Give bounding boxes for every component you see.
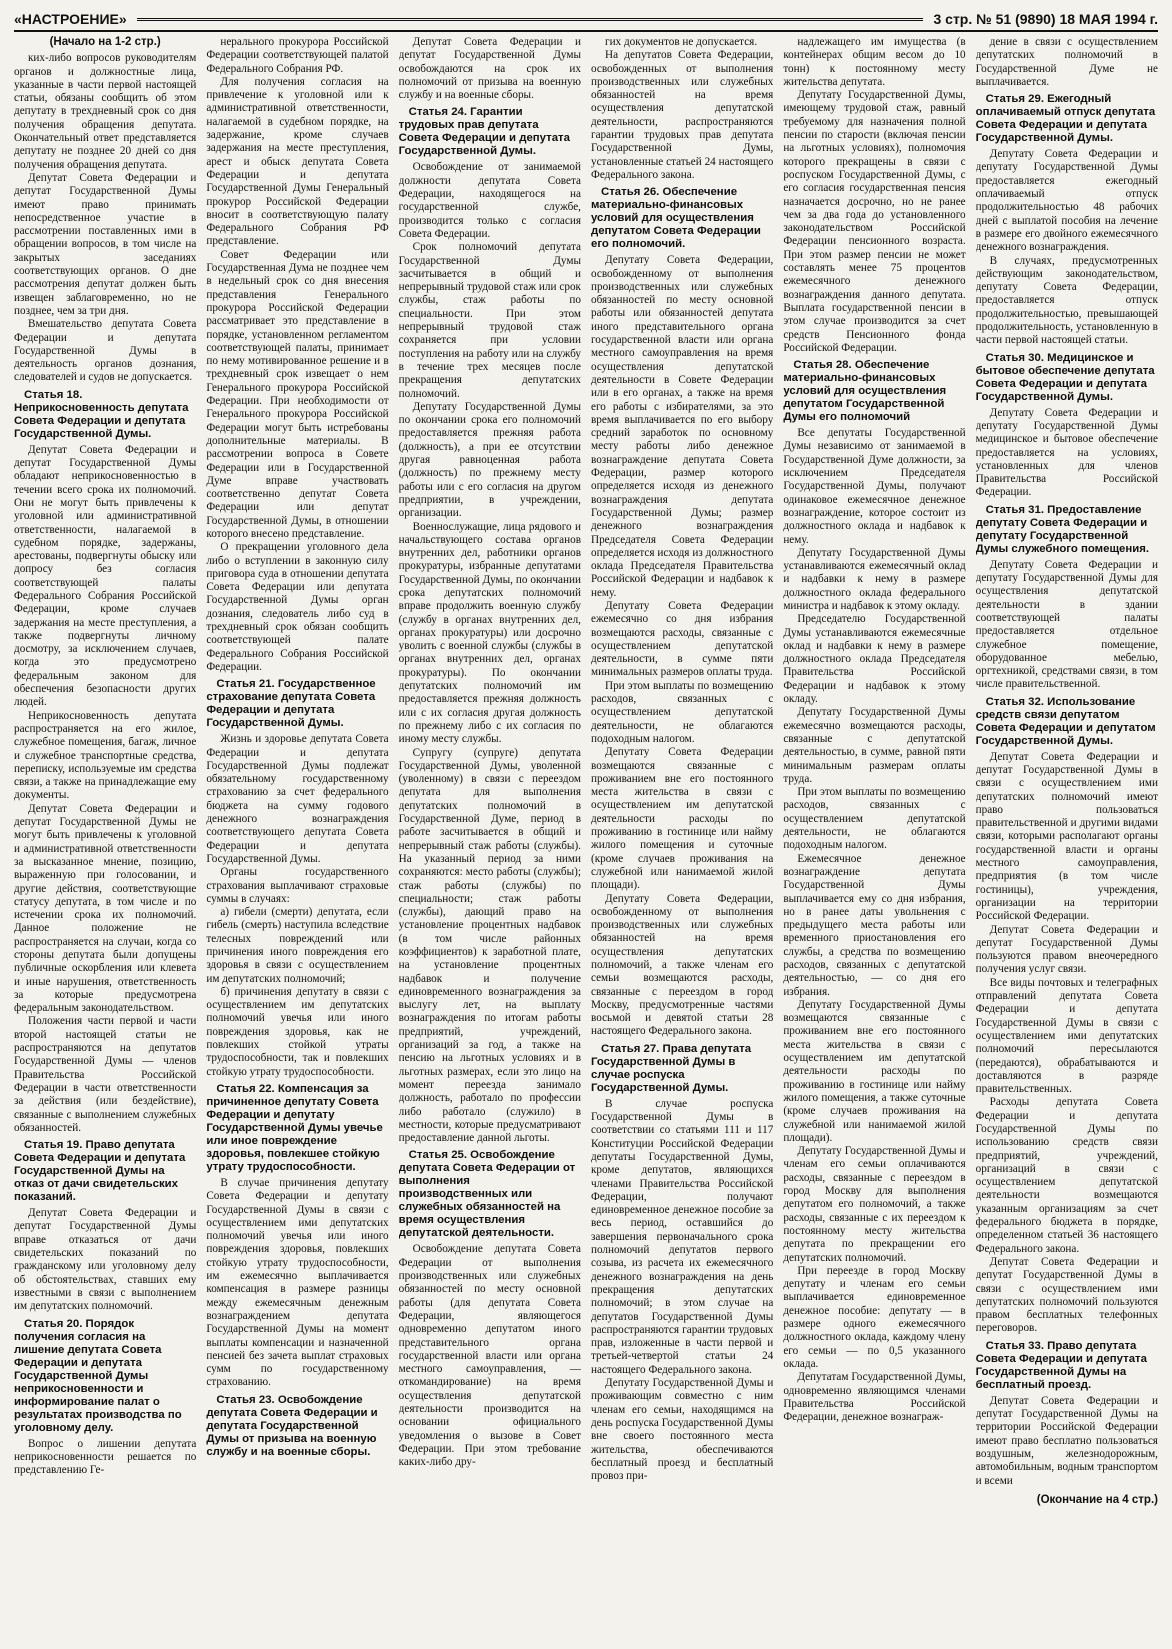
article-heading: Статья 18. Неприкосновенность депутата Совета Федерации и депутата Государственной Думы.	[14, 388, 189, 440]
paragraph: Ежемесячное денежное вознаграждение депутата Государственной Думы выплачивается ему со дня избрания, но в ранее даты увольнения с предыдущего места работы или временного приостановления его службы, а средства по возмещению расходов, связанных с депутатской деятельностью, — со дня его избрания.	[783, 852, 966, 998]
paragraph: Депутату Государственной Думы возмещаются связанные с проживанием вне его постоянного места жительства в связи с осуществлением им депутатской деятельности расходы по проживанию в гостинице или найму жилого помещения, а также суточные (кроме случаев проживания на служебной или нанимаемой жилой площади).	[783, 998, 966, 1144]
paragraph: Депутат Совета Федерации и депутат Государственной Думы в связи с осуществлением ими депутатских полномочий имеют право пользоваться правительственной и другими видами связи, которыми располагают органы государственной власти и органы местного самоуправления, предприятия (в том числе гостиницы), учреждения, организации на территории Российской Федерации.	[975, 750, 1158, 923]
paragraph: Депутату Совета Федерации, освобожденному от выполнения производственных или служебных обязанностей на время осуществления депутатских полномочий, а также членам его семьи возмещаются расходы, связанные с переездом в город Москву, предусмотренные частями восьмой и девятой статьи 28 настоящего Федерального закона.	[590, 892, 774, 1038]
paragraph: Освобождение от занимаемой должности депутата Совета Федерации, находящегося на государственной службе, производится только с согласия Совета Федерации.	[398, 161, 581, 240]
paragraph: а) гибели (смерти) депутата, если гибель (смерть) наступила вследствие телесных повреждений или причинения иного повреждения его здоровья в связи с осуществлением им депутатских полномочий;	[206, 906, 389, 985]
paragraph: надлежащего им имущества (в контейнерах общим весом до 10 тонн) к постоянному месту жительства депутата.	[783, 36, 966, 88]
paragraph: Неприкосновенность депутата распространяется на его жилое, служебное помещения, багаж, личное и служебное транспортные средства, переписку, используемые им средства связи, а также на принадлежащие ему документы.	[14, 709, 197, 802]
paragraph: Депутату Совета Федерации ежемесячно со дня избрания возмещаются расходы, связанные с осуществлением депутатской деятельности, в сумме пяти минимальных размеров оплаты труда.	[590, 599, 774, 679]
paragraph: нерального прокурора Российской Федерации соответствующей палатой Федерального Собрания РФ.	[206, 36, 389, 75]
article-heading: Статья 19. Право депутата Совета Федерации и депутата Государственной Думы на отказ от дачи свидетельских показаний.	[14, 1139, 186, 1204]
paragraph: Супругу (супруге) депутата Государственной Думы, уволенной (уволенному) в связи с переездом депутата для выполнения депутатских полномочий в Государственной Думе, период в работе засчитывается в общий и непрерывный стаж работы (службы). На указанный период за ними сохраняются: место работы (службы); стаж работы (службы) по специальности; стаж работы (службы), дающий право на установление процентных надбавок (в том числе районных коэффициентов) к заработной плате, на установление процентных надбавок и получение единовременного вознаграждения за выслугу лет, на выплату вознаграждения по итогам работы предприятий, учреждений, организаций за год, а также на пенсию на льготных условиях и в льготных размерах, если это лицо на момент переезда занимало должность, работало по профессии либо работало (служило) в местности, которые предусматривают предоставление данной льготы.	[398, 746, 581, 1145]
paragraph: Председателю Государственной Думы устанавливаются ежемесячные оклад и надбавки к нему в размере должностного оклада Председателя Правительства Российской Федерации и надбавок к этому окладу.	[783, 613, 966, 706]
paragraph: Депутату Государственной Думы и проживающим совместно с ним членам его семьи, находящимся на день роспуска Государственной Думы вне своего постоянного места жительства, обеспечиваются бесплатный проезд и бесплатный провоз при-	[590, 1377, 774, 1483]
paragraph: При этом выплаты по возмещению расходов, связанных с осуществлением депутатской деятельности, не облагаются подоходным налогом.	[783, 786, 966, 852]
continuation-note: (Начало на 1-2 стр.)	[49, 36, 161, 48]
column-3	[399, 36, 581, 1636]
paragraph: В случае причинения депутату Совета Федерации и депутату Государственной Думы в связи с осуществлением ими депутатских полномочий увечья или иного повреждения здоровья, повлекших стойкую утрату трудоспособности, им ежемесячно выплачивается компенсация в размере разницы между ежемесячным денежным вознаграждением депутата Государственной Думы на момент выплаты компенсации и назначенной пенсией без зачета выплат страховых сумм по государственному страхованию.	[206, 1176, 389, 1389]
paragraph: Депутату Совета Федерации и депутату Государственной Думы для осуществления депутатской деятельности в здании соответствующей палаты предоставляется отдельное служебное помещение, оборудованное мебелью, оргтехникой, средствами связи, в том числе правительственной.	[975, 558, 1158, 691]
paragraph: б) причинения депутату в связи с осуществлением им депутатских полномочий увечья или иного повреждения здоровья, как не повлекших стойкой утраты трудоспособности, так и повлекших стойкую утрату трудоспособности.	[206, 985, 389, 1078]
article-heading: Статья 23. Освобождение депутата Совета Федерации и депутата Государственной Думы от призыва на военную службу и на военные сборы.	[206, 1393, 378, 1458]
paragraph: Вмешательство депутата Совета Федерации и депутата Государственной Думы в деятельность органов дознания, следователей и судов не допускается.	[14, 318, 197, 384]
paragraph: Положения части первой и части второй настоящей статьи не распространяются на депутатов Государственной Думы — членов Правительства Российской Федерации в части ответственности за действия (или бездействие), связанные с выполнением служебных обязанностей.	[14, 1015, 197, 1134]
paragraph: Совет Федерации или Государственная Дума не позднее чем в недельный срок со дня внесения представления Генерального прокурора Российской Федерации рассматривает это представление в порядке, установленном регламентом соответствующей палаты, принимает по нему мотивированное решение и в трехдневный срок извещает о нем Генерального прокурора Российской Федерации. При необходимости от Генерального прокурора Российской Федерации могут быть истребованы дополнительные материалы. В рассмотрении вопроса в Совете Федерации или в Государственной Думе вправе участвовать соответственно депутат Совета Федерации или депутат Государственной Думы, в отношении которого внесено представление.	[206, 248, 389, 540]
article-heading: Статья 30. Медицинское и бытовое обеспечение депутата Совета Федерации и депутата Государственной Думы.	[975, 351, 1155, 403]
paragraph: Депутат Совета Федерации и депутат Государственной Думы пользуются правом внеочередного получения услуг связи.	[975, 923, 1158, 976]
column-1	[14, 36, 196, 1636]
article-heading: Статья 31. Предоставление депутату Совета Федерации и депутату Государственной Думы служебного помещения.	[975, 503, 1150, 555]
issue-info: 3 стр. № 51 (9890) 18 МАЯ 1994 г.	[933, 11, 1158, 27]
paragraph: Органы государственного страхования выплачивают страховые суммы в случаях:	[206, 866, 389, 905]
column-6	[976, 36, 1158, 1636]
paragraph: Депутату Совета Федерации и депутату Государственной Думы медицинское и бытовое обеспечение предоставляется на условиях, установленных для членов Правительства Российской Федерации.	[975, 406, 1158, 499]
article-heading: Статья 26. Обеспечение материально-финансовых условий для осуществления депутатом Совета Федерации его полномочий.	[590, 186, 761, 251]
article-heading: Статья 22. Компенсация за причиненное депутату Совета Федерации и депутату Государственной Думы увечье или иное повреждение здоровья, повлекшее стойкую утрату трудоспособности.	[206, 1082, 383, 1173]
paragraph: Депутату Государственной Думы по окончании срока его полномочий предоставляется прежняя работа (должность), а при ее отсутствии другая равноценная работа (должность) по прежнему месту работы или с его согласия на другом предприятии, в учреждении, организации.	[398, 400, 581, 520]
paragraph: На депутатов Совета Федерации, освобожденных от выполнения производственных или служебных обязанностей на время осуществления депутатской деятельности, распространяются гарантии трудовых прав депутата Государственной Думы, установленные статьей 24 настоящего Федерального закона.	[590, 49, 774, 181]
column-5	[783, 36, 965, 1636]
paragraph: Все виды почтовых и телеграфных отправлений депутата Совета Федерации и депутата Государственной Думы в связи с осуществлением ими депутатских полномочий пересылаются (передаются), обрабатываются и доставляются в разряде правительственных.	[975, 976, 1158, 1096]
page-header	[14, 8, 1158, 32]
paragraph: Депутату Государственной Думы ежемесячно возмещаются расходы, связанные с депутатской деятельностью, в сумме, равной пяти минимальным размерам оплаты труда.	[783, 706, 966, 785]
paragraph: Депутат Совета Федерации и депутат Государственной Думы имеют право принимать непосредственное участие в рассмотрении поставленных ими в обращении вопросов, в том числе на закрытых заседаниях соответствующих органов. О дне рассмотрения депутат должен быть извещен заблаговременно, но не позднее, чем за три дня.	[14, 171, 197, 317]
paragraph: дение в связи с осуществлением депутатских полномочий в Государственной Думе не выплачивается.	[975, 36, 1158, 88]
paragraph: Депутат Совета Федерации и депутат Государственной Думы обладают неприкосновенностью в течении всего срока их полномочий. Они не могут быть привлечены к уголовной или административной ответственности, налагаемой в судебном порядке, задержаны, арестованы, подвергнуты обыску или допросу без согласия соответствующей палаты Федерального Собрания Российской Федерации, кроме случаев задержания на месте преступления, а также подвергнуты личному досмотру, за исключением случаев, когда это предусмотрено федеральным законом для обеспечения безопасности других людей.	[14, 443, 197, 709]
paragraph: Жизнь и здоровье депутата Совета Федерации и депутата Государственной Думы подлежат обязательному государственному страхованию за счет федерального бюджета на сумму годового денежного вознаграждения соответствующего депутата Совета Федерации и депутата Государственной Думы.	[206, 733, 389, 865]
paragraph: Депутату Государственной Думы, имеющему трудовой стаж, равный требуемому для назначения полной пенсии по старости (включая пенсии на льготных условиях), полномочия которого прекращены в связи с роспуском Государственной Думы, с его согласия государственная пенсия назначается досрочно, но не ранее чем за два года до установленного законодательством Российской Федерации пенсионного возраста. При этом размер пенсии не может составлять менее 75 процентов ежемесячного денежного вознаграждения данного депутата. Выплата государственной пенсии в этом случае производится за счет средств Пенсионного фонда Российской Федерации.	[783, 89, 966, 354]
paragraph: Депутат Совета Федерации и депутат Государственной Думы освобождаются на срок их полномочий от призыва на военную службу и на военные сборы.	[398, 36, 581, 102]
section-name: «НАСТРОЕНИЕ»	[14, 11, 127, 27]
article-heading: Статья 25. Освобождение депутата Совета Федерации от выполнения производственных или служебных обязанностей на время осуществления депутатской деятельности.	[398, 1149, 576, 1240]
paragraph: Срок полномочий депутата Государственной Думы засчитывается в общий и непрерывный трудовой стаж или срок службы, стаж работы по специальности. При этом непрерывный трудовой стаж сохраняется при условии поступления на работу или на службу в течение трех месяцев после прекращения депутатских полномочий.	[398, 241, 581, 400]
column-4	[591, 36, 773, 1636]
paragraph: Депутату Совета Федерации, освобожденному от выполнения производственных или служебных обязанностей по месту основной работы или обязанностей депутата иного представительного органа государственной власти или органа местного самоуправления на время осуществления депутатской деятельности в Совете Федерации или в его органах, а также на время его работы с избирателями, за это время выплачивается по его выбору средний заработок по основному месту работы либо денежное вознаграждение депутата Совета Федерации, размер которого определяется исходя из денежного вознаграждения депутата Государственной Думы; размер денежного вознаграждения Председателя Совета Федерации определяется исходя из должностного оклада Председателя Правительства Российской Федерации и надбавок к нему.	[590, 254, 774, 599]
paragraph: Депутату Совета Федерации и депутату Государственной Думы предоставляется ежегодный оплачиваемый отпуск продолжительностью 48 рабочих дней с выплатой пособия на лечение в размере его двойного ежемесячного денежного вознаграждения.	[975, 148, 1158, 254]
header-rule	[137, 18, 924, 21]
article-heading: Статья 28. Обеспечение материально-финансовых условий для осуществления депутатом Государственной Думы его полномочий	[783, 359, 947, 424]
paragraph: ких-либо вопросов руководителям органов и должностные лица, указанные в части первой настоящей статьи, обязаны сообщить об этом депутату в трехдневный срок со дня получения обращения депутата. Окончательный ответ представляется депутату не позднее 20 дней со дня получения обращения депутата.	[14, 52, 197, 171]
article-heading: Статья 27. Права депутата Государственной Думы в случае роспуска Государственной Думы.	[590, 1042, 752, 1094]
article-heading: Статья 21. Государственное страхование депутата Совета Федерации и депутата Государственной Думы.	[206, 678, 376, 730]
paragraph: При этом выплаты по возмещению расходов, связанных с осуществлением депутатской деятельности, не облагаются подоходным налогом.	[590, 679, 774, 745]
paragraph: Военнослужащие, лица рядового и начальствующего состава органов внутренних дел, работники органов прокуратуры, избранные депутатами Государственной Думы, по окончании срока депутатских полномочий вправе продолжить военную службу (службу в органах внутренних дел, органах прокуратуры) или досрочно уволить с военной службы (службы в органах внутренних дел, органах прокуратуры). По окончании депутатских полномочий им предоставляется прежняя должность или с их согласия другая должность по прежнему либо с их согласия по иному месту службы.	[398, 520, 581, 746]
paragraph: Депутатам Государственной Думы, одновременно являющимся членами Правительства Российской Федерации, денежное вознаграж-	[783, 1371, 966, 1424]
paragraph: Вопрос о лишении депутата неприкосновенности решается по представлению Ге-	[14, 1437, 197, 1477]
paragraph: Расходы депутата Совета Федерации и депутата Государственной Думы по использованию средств связи предприятий, учреждений, организаций в связи с осуществлением депутатской деятельности возмещаются указанным организациям за счет федерального бюджета в порядке, определенном статьей 36 настоящего Федерального закона.	[975, 1096, 1158, 1255]
paragraph: В случае роспуска Государственной Думы в соответствии со статьями 111 и 117 Конституции Российской Федерации депутаты Государственной Думы, кроме депутатов, являющихся членами Правительства Российской Федерации, получают единовременное денежное пособие за весь период, оставшийся до завершения первоначального срока полномочий депутатов первого созыва, из расчета их ежемесячного денежного вознаграждения на день прекращения депутатских полномочий; в этом случае на депутатов Государственной Думы распространяются гарантии трудовых прав, изложенные в части первой и третьей-четвертой статьи 24 настоящего Федерального закона.	[590, 1097, 774, 1376]
paragraph: Для получения согласия на привлечение к уголовной или к административной ответственности, налагаемой в судебном порядке, на задержание, кроме случаев задержания на месте преступления, арест и обыск депутата Совета Федерации и депутата Государственной Думы Генеральный прокурор Российской Федерации вносит в соответствующую палату Федерального Собрания РФ представление.	[206, 75, 389, 248]
paragraph: Депутат Совета Федерации и депутат Государственной Думы не могут быть привлечены к уголовной и административной ответственности за высказанное мнение, позицию, выраженную при голосовании, и другие действия, соответствующие статусу депутата, в том числе и по истечении срока их полномочий. Данное положение не распространяется на случаи, когда со стороны депутата были допущены публичные оскорбления или клевета и иные нарушения, ответственность за которые предусмотрена федеральным законодательством.	[14, 802, 197, 1015]
article-heading: Статья 32. Использование средств связи депутатом Совета Федерации и депутатом Государственной Думы.	[975, 695, 1156, 747]
paragraph: При переезде в город Москву депутату и членам его семьи выплачивается единовременное денежное пособие: депутату — в размере одного ежемесячного должностного оклада, каждому члену его семьи — по 0,5 указанного оклада.	[783, 1264, 966, 1370]
paragraph: Все депутаты Государственной Думы независимо от занимаемой в Государственной Думе должности, за исключением Председателя Государственной Думы, получают одинаковое ежемесячное денежное вознаграждение, которое состоит из должностного оклада и надбавок к нему.	[783, 427, 966, 546]
article-columns	[14, 36, 1158, 1636]
paragraph: О прекращении уголовного дела либо о вступлении в законную силу приговора суда в отношении депутата Совета Федерации или депутата Государственной Думы орган дознания, следователь либо суд в трехдневный срок обязан сообщить соответствующей палате Федерального Собрания Российской Федерации.	[206, 541, 389, 673]
article-heading: Статья 33. Право депутата Совета Федерации и депутата Государственной Думы на бесплатный проезд.	[975, 1339, 1147, 1391]
paragraph: В случаях, предусмотренных действующим законодательством, депутату Совета Федерации, предоставляется отпуск продолжительностью, превышающей продолжительность, установленную в части первой настоящей статьи.	[975, 254, 1158, 347]
article-heading: Статья 29. Ежегодный оплачиваемый отпуск депутата Совета Федерации и депутата Государственной Думы.	[975, 93, 1156, 145]
continued-on-note: (Окончание на 4 стр.)	[1036, 1493, 1158, 1506]
column-2	[206, 36, 388, 1636]
paragraph: Освобождение депутата Совета Федерации от выполнения производственных или служебных обязанностей по месту основной работы (для депутата Совета Федерации, являющегося одновременно депутатом иного представительного органа государственной власти или органа местного самоуправления, — откомандирование) на время осуществления депутатской деятельности производится на основании официального уведомления о вызове в Совет Федерации. При этом требование каких-либо дру-	[398, 1243, 581, 1469]
article-heading: Статья 24. Гарантии трудовых прав депутата Совета Федерации и депутата Государственной Думы.	[398, 106, 570, 158]
paragraph: гих документов не допускается.	[604, 36, 758, 48]
article-heading: Статья 20. Порядок получения согласия на лишение депутата Совета Федерации и депутата Государственной Думы неприкосновенности и информирование палат о результатах производства по уголовному делу.	[14, 1317, 182, 1434]
paragraph: Депутат Совета Федерации и депутат Государственной Думы на территории Российской Федерации имеют право бесплатно пользоваться воздушным, железнодорожным, автомобильным, водным транспортом и всеми	[975, 1394, 1158, 1487]
paragraph: Депутат Совета Федерации и депутат Государственной Думы вправе отказаться от дачи свидетельских показаний по гражданскому или уголовному делу об обстоятельствах, ставших ему известными в связи с выполнением им депутатских полномочий.	[14, 1207, 197, 1313]
paragraph: Депутату Совета Федерации возмещаются связанные с проживанием вне его постоянного места жительства в связи с осуществлением им депутатской деятельности расходы по проживанию в гостинице или найму жилого помещения и суточные (кроме случаев проживания на служебной или нанимаемой жилой площади).	[590, 746, 774, 892]
paragraph: Депутат Совета Федерации и депутат Государственной Думы в связи с осуществлением ими депутатских полномочий пользуются правом бесплатных телефонных переговоров.	[975, 1255, 1158, 1335]
paragraph: Депутату Государственной Думы и членам его семьи оплачиваются расходы, связанные с переездом в город Москву для выполнения депутатом его полномочий, а также расходы, связанные с их переездом к постоянному месту жительства депутата по прекращении его депутатских полномочий.	[783, 1145, 966, 1264]
paragraph: Депутату Государственной Думы устанавливаются ежемесячный оклад и надбавки к нему в размере должностного оклада федерального министра и надбавок к этому окладу.	[783, 546, 966, 612]
